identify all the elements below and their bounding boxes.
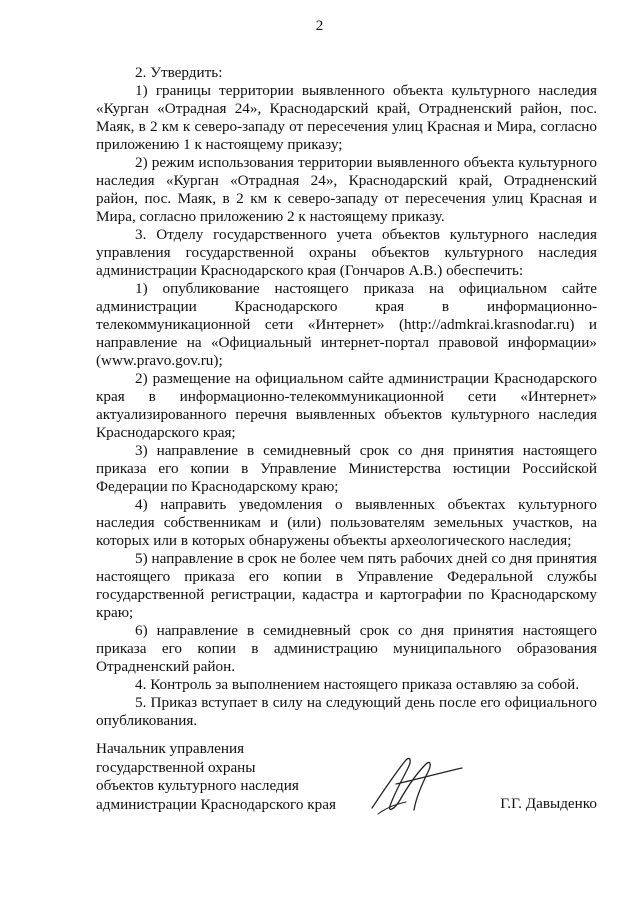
paragraph-department-ensure: 3. Отделу государственного учета объектов культурного наследия управления государственной охраны объектов культурного наследия администрации Краснодарского края (Гончаров А.В.) обеспечить:: [96, 226, 597, 279]
signatory-name: Г.Г. Давыденко: [500, 795, 597, 812]
paragraph-ensure-item-3: 3) направление в семидневный срок со дня принятия настоящего приказа его копии в Управление Министерства юстиции Российской Федерации по Краснодарскому краю;: [96, 442, 597, 495]
paragraph-approve: 2. Утвердить:: [135, 64, 223, 81]
signature-block: [96, 740, 597, 840]
paragraph-ensure-item-5: 5) направление в срок не более чем пять рабочих дней со дня принятия настоящего приказа его копии в Управление Федеральной службы государственной регистрации, кадастра и картографии по Краснодарскому краю;: [96, 550, 597, 621]
handwritten-signature: [366, 750, 466, 820]
page-number: 2: [315, 18, 324, 34]
signatory-title-line: государственной охраны: [96, 758, 256, 776]
paragraph-effective-date: 5. Приказ вступает в силу на следующий день после его официального опубликования.: [96, 694, 597, 729]
paragraph-ensure-item-4: 4) направить уведомления о выявленных объектах культурного наследия собственникам и (или) пользователям земельных участков, на которых или в которых обнаружены объекты археологического наследия;: [96, 496, 597, 549]
paragraph-control: 4. Контроль за выполнением настоящего приказа оставляю за собой.: [135, 676, 580, 693]
paragraph-ensure-item-2: 2) размещение на официальном сайте администрации Краснодарского края в информационно-телекоммуникационной сети «Интернет» актуализированного перечня выявленных объектов культурного наследия Краснодарского края;: [96, 370, 597, 441]
signatory-title-line: объектов культурного наследия: [96, 777, 299, 794]
paragraph-approve-item-2: 2) режим использования территории выявленного объекта культурного наследия «Курган «Отрадная 24», Краснодарский край, Отрадненский район, пос. Маяк, в 2 км к северо-западу от пересечения улиц Красная и Мира, согласно приложению 2 к настоящему приказу.: [96, 154, 597, 225]
paragraph-ensure-item-1: 1) опубликование настоящего приказа на официальном сайте администрации Краснодарского края в информационно-телекоммуникационной сети «Интернет» (http://admkrai.krasnodar.ru) и направление на «Официальный интернет-портал правовой информации» (www.pravo.gov.ru);: [96, 280, 597, 369]
signatory-title-line: Начальник управления: [96, 740, 245, 757]
signatory-title: [96, 740, 376, 814]
paragraph-approve-item-1: 1) границы территории выявленного объекта культурного наследия «Курган «Отрадная 24», Краснодарский край, Отрадненский район, пос. Маяк, в 2 км к северо-западу от пересечения улиц Красная и Мира, согласно приложению 1 к настоящему приказу;: [96, 82, 597, 153]
document-body: [96, 64, 597, 730]
signatory-title-line: администрации Краснодарского края: [96, 795, 336, 813]
paragraph-ensure-item-6: 6) направление в семидневный срок со дня принятия настоящего приказа его копии в администрацию муниципального образования Отрадненский район.: [96, 622, 597, 675]
